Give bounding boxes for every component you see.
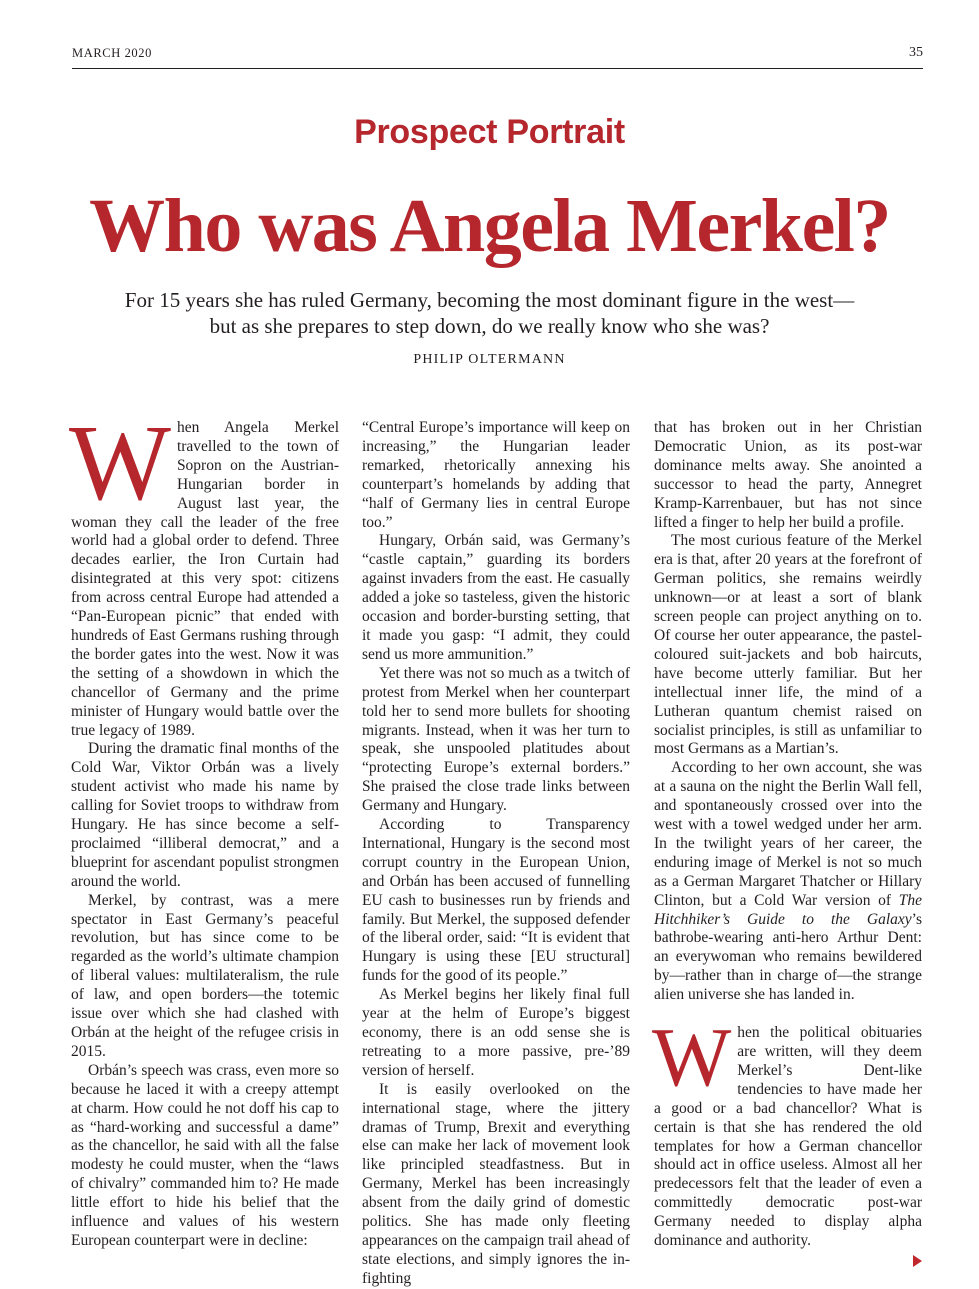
drop-cap: W [69,404,171,523]
section-kicker: Prospect Portrait [354,113,625,151]
continue-arrow-icon [913,1255,922,1267]
standfirst [80,287,899,339]
paragraph: It is easily overlooked on the international stage, where the jittery dramas of Trump, Brexit and everything else can make her lack of movement look like principled steadfastness. But in Germany, Merkel has been increasingly absent from the daily grind of domestic politics. She has made only fleeting appearances on the campaign trail ahead of state elections, and simply ignores the in-fighting [362,1080,630,1287]
article-column-2 [362,419,630,1289]
paragraph: As Merkel begins her likely final full year at the helm of Europe’s biggest economy, there is an odd sense she is retreating to a more passive, pre-’89 version of herself. [362,986,630,1079]
paragraph: When Angela Merkel travelled to the town of Sopron on the Austrian-Hungarian border in August last year, the woman they call the leader of the free world had a global order to defend. Three decades earlier, the Iron Curtain had disintegrated at this very spot: citizens from across central Europe had attended a “Pan-European picnic” that ended with hundreds of East Germans rushing through the border gates into the west. Now it was the setting of a showdown in which the chancellor of Germany and the prime minister of Hungary would battle over the true legacy of 1989. [69,404,339,739]
paragraph: that has broken out in her Christian Democratic Union, as its post-war dominance melts away. She anointed a successor to head the party, Annegret Kramp-Karrenbauer, but has not since lifted a finger to help her build a profile. [654,419,922,531]
paragraph: According to Transparency International, Hungary is the second most corrupt country in the European Union, and Orbán has been accused of funnelling EU cash to businesses run by friends and family. But Merkel, the supposed defender of the liberal order, said: “It is evident that Hungary is using these [EU structural] funds for the good of its people.” [362,816,630,985]
article-column-1 [69,404,339,1251]
paragraph: According to her own account, she was at a sauna on the night the Berlin Wall fell, and spontaneously crossed over into the west with a towel wedged under her arm. In the twilight years of her career, the enduring image of Merkel is not so much as a German Margaret Thatcher or Hillary Clinton, but a Cold War version of The Hitchhiker’s Guide to the Galaxy’s bathrobe-wearing anti-hero Arthur Dent: an everywoman who remains bewildered by—rather than in charge of—the strange alien universe she has landed in. [654,759,922,1004]
standfirst-line-2: but as she prepares to step down, do we really know who she was? [209,314,770,338]
article-headline: Who was Angela Merkel? [89,184,890,268]
standfirst-line-1: For 15 years she has ruled Germany, becoming the most dominant figure in the west— [124,288,855,312]
article-column-3 [654,419,922,1267]
page-header [72,46,923,69]
paragraph: Yet there was not so much as a twitch of protest from Merkel when her counterpart told her to send more bullets for shooting migrants. Instead, when it was her turn to speak, she unspooled platitudes about “protecting Europe’s external borders.” She praised the close trade links between Germany and Hungary. [362,664,630,815]
paragraph: Orbán’s speech was crass, even more so because he laced it with a creepy attempt at charm. How could he not doff his cap to as “hard-working and successful a dame” as the chancellor, he said with all the false modesty he could muster, when the “laws of chivalry” commanded him to? He made little effort to hide his belief that the influence and values of his western European counterpart were in decline: [71,1061,339,1249]
paragraph: During the dramatic final months of the Cold War, Viktor Orbán was a lively student activist who made his name by calling for Soviet troops to withdraw from Hungary. He has since become a self-proclaimed “illiberal democrat,” and a blueprint for ascendant populist strongmen around the world. [71,740,339,890]
drop-cap: W [652,1011,732,1105]
byline: PHILIP OLTERMANN [413,352,566,367]
book-title: The Hitchhiker’s Guide to the Galaxy [654,891,922,928]
paragraph: “Central Europe’s importance will keep on increasing,” the Hungarian leader remarked, rhetorically annexing his counterpart’s homelands by adding that “half of Germany lies in central Europe too.” [362,419,630,531]
paragraph: Hungary, Orbán said, was Germany’s “castle captain,” guarding its borders against invaders from the east. He casually added a joke so tasteless, given the historic occasion and border-bursting setting, that it made you gasp: “I admit, they could send us more ammunition.” [362,532,630,663]
paragraph: Merkel, by contrast, was a mere spectator in East Germany’s peaceful revolution, but has since come to be regarded as the world’s ultimate champion of liberal values: multilateralism, the rule of law, and open borders—the totemic issue over which she had clashed with Orbán at the height of the refugee crisis in 2015. [71,891,339,1060]
issue-date: MARCH 2020 [72,46,152,60]
paragraph: The most curious feature of the Merkel era is that, after 20 years at the forefront of German politics, she remains weirdly unknown—or at least a sort of blank screen people can project anything on to. Of course her outer appearance, the pastel-coloured suit-jackets and bob haircuts, have become utterly familiar. But her intellectual inner life, the mind of a Lutheran quantum chemist raised on socialist principles, is still as unfamiliar to most Germans as a Martian’s. [654,532,922,758]
paragraph: When the political obituaries are written, will they deem Merkel’s Dent-like tendencies to have made her a good or a bad chancellor? What is certain is that she has rendered the old templates for how a German chancellor should act in office useless. Almost all her predecessors felt that the leader of even a committedly democratic post-war Germany needed to display alpha dominance and authority. [652,1011,922,1250]
page-number: 35 [909,45,923,60]
